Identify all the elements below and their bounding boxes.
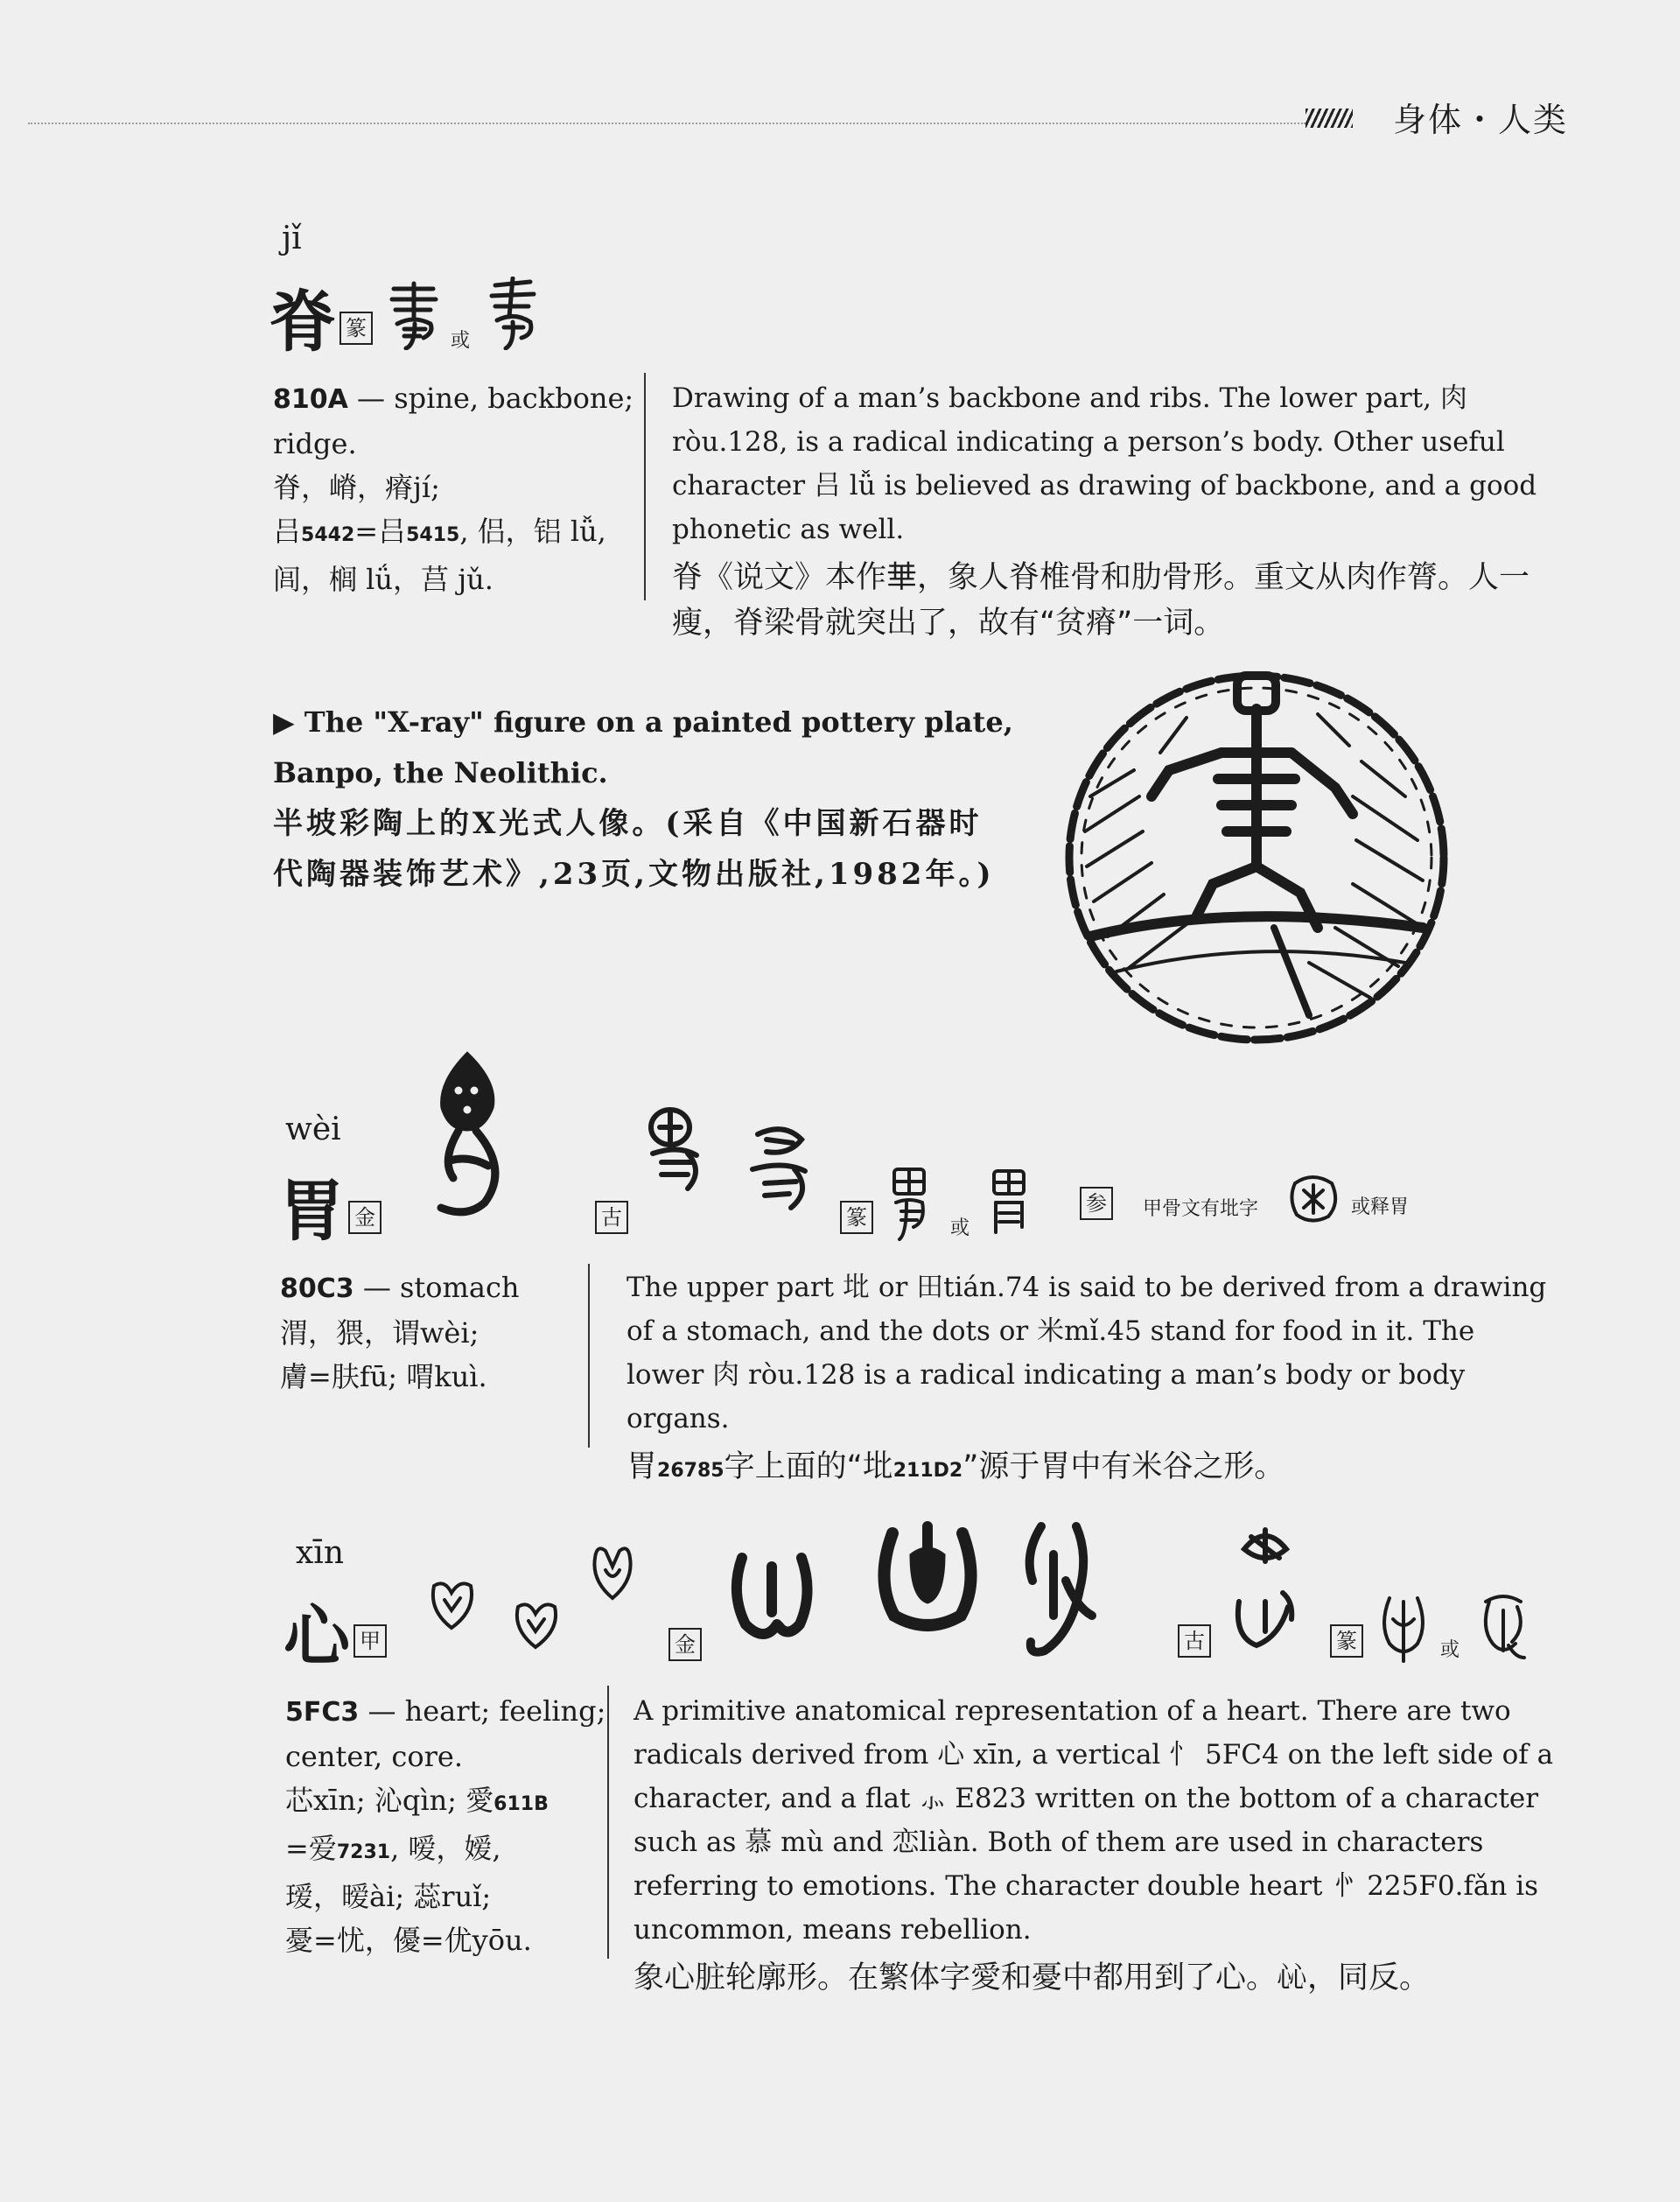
wei-seal-tag: 篆 xyxy=(840,1201,873,1234)
xin-ancient-tag: 古 xyxy=(1178,1624,1211,1658)
ji-description xyxy=(672,376,1556,646)
xin-divider xyxy=(607,1686,609,1959)
xin-bronze-glyph-3 xyxy=(1015,1519,1102,1659)
wei-ancient-tag: 古 xyxy=(595,1201,628,1234)
xin-oracle-glyph-3 xyxy=(588,1540,637,1602)
wei-reference-tag: 参 xyxy=(1080,1187,1113,1220)
caption-zh-line1: 半坡彩陶上的X光式人像。(采自《中国新石器时 xyxy=(273,806,983,841)
wei-oracle-note: 甲骨文有㘩字 xyxy=(1143,1198,1259,1220)
wei-bronze-glyph xyxy=(424,1047,511,1222)
xin-definition xyxy=(285,1689,609,1962)
xin-or-label: 或 xyxy=(1440,1639,1460,1661)
ji-seal-glyph-2 xyxy=(483,277,544,350)
xin-oracle-glyph-2 xyxy=(509,1598,564,1652)
wei-related-line2: 膚=肤fū; 喟kuì. xyxy=(280,1360,487,1393)
xin-related-line1: 芯xīn; 沁qìn; 愛611B xyxy=(285,1784,549,1817)
xin-seal-glyph-2 xyxy=(1477,1589,1530,1663)
xin-description-zh: 象心脏轮廓形。在繁体字愛和憂中都用到了心。𢗰，同反。 xyxy=(634,1960,1431,1995)
wei-ancient-glyph-1 xyxy=(635,1101,723,1197)
xin-related-line2: =爱7231, 嗳，嫒, xyxy=(285,1832,501,1865)
wei-pinyin: wèi xyxy=(285,1112,341,1147)
section-title: 身体・人类 xyxy=(1393,101,1569,139)
ji-pinyin: jǐ xyxy=(282,221,302,256)
ji-divider xyxy=(644,373,646,600)
wei-description-zh: 胃26785字上面的“㘩211D2”源于胃中有米谷之形。 xyxy=(626,1449,1285,1484)
caption-triangle-icon: ▶ xyxy=(273,705,304,739)
xin-related-line3: 瑷，暧ài; 蕊ruǐ; xyxy=(285,1880,492,1913)
xin-oracle-glyph-1 xyxy=(425,1575,480,1633)
wei-oracle-glyph xyxy=(1286,1171,1340,1225)
pottery-caption xyxy=(273,697,1043,900)
ji-character: 脊 xyxy=(270,283,336,361)
xray-pottery-plate-image xyxy=(1055,665,1458,1050)
caption-en-line1: ▶ The "X-ray" figure on a painted pottery plate, xyxy=(273,705,1013,739)
ji-meaning: — spine, backbone; ridge. xyxy=(273,382,634,460)
wei-seal-glyph-1 xyxy=(887,1164,931,1243)
wei-unicode-code: 80C3 xyxy=(280,1273,354,1304)
ji-related-line3: 闾，榈 lǘ，莒 jǔ. xyxy=(273,563,494,596)
xin-unicode-code: 5FC3 xyxy=(285,1697,360,1728)
caption-en-line2: Banpo, the Neolithic. xyxy=(273,756,608,789)
wei-description-en: The upper part 㘩 or 田tián.74 is said to be derived from a drawing of a stomach, and the dots or 米mǐ.45 stand for food in it. The lower 肉 ròu.128 is a radical indicating a man’s body or body organs. xyxy=(626,1272,1547,1434)
wei-bronze-tag: 金 xyxy=(348,1201,382,1234)
xin-character: 心 xyxy=(284,1597,350,1675)
xin-seal-glyph-1 xyxy=(1377,1589,1430,1663)
xin-bronze-glyph-2 xyxy=(875,1519,980,1635)
ji-or-label: 或 xyxy=(451,330,471,352)
wei-divider xyxy=(588,1264,590,1448)
ji-seal-tag: 篆 xyxy=(340,312,373,345)
xin-pinyin: xīn xyxy=(296,1535,345,1571)
wei-seal-glyph-2 xyxy=(987,1166,1031,1236)
xin-seal-tag: 篆 xyxy=(1330,1624,1363,1658)
xin-bronze-glyph-1 xyxy=(730,1540,814,1645)
wei-oracle-note-or: 或释胃 xyxy=(1351,1196,1410,1218)
ji-seal-glyph-1 xyxy=(385,280,446,350)
xin-bronze-tag: 金 xyxy=(668,1628,702,1661)
wei-ancient-glyph-2 xyxy=(740,1117,819,1213)
ji-related-line1: 脊，嵴，瘠jí; xyxy=(273,471,440,504)
header-rule xyxy=(28,123,1306,124)
xin-oracle-tag: 甲 xyxy=(354,1624,387,1658)
wei-definition xyxy=(280,1266,586,1399)
ji-description-en: Drawing of a man’s backbone and ribs. The lower part, 肉 ròu.128, is a radical indicating a person’s body. Other useful character 吕 lǚ is believed as drawing of backbone, and a good phonetic as well. xyxy=(672,382,1537,545)
xin-ancient-glyph xyxy=(1230,1523,1300,1663)
ji-related-line2: 吕5442=吕5415, 侣，铝 lǚ, xyxy=(273,515,606,548)
xin-related-line4: 憂=忧，優=优yōu. xyxy=(285,1924,532,1957)
ji-unicode-code: 810A xyxy=(273,384,348,415)
wei-or-label: 或 xyxy=(950,1217,970,1239)
ji-definition xyxy=(273,376,640,601)
header-hatch-ornament xyxy=(1306,109,1353,128)
xin-description-en: A primitive anatomical representation of a heart. There are two radicals derived from 心 xīn, a vertical 忄 5FC4 on the left side of a character, and a flat ⺗ E823 written on the bottom of a character such as 慕 mù and 恋liàn. Both of them are used in characters referring to emotions. The character double heart 㣺 225F0.fǎn is uncommon, means rebellion. xyxy=(634,1695,1554,1946)
xin-description xyxy=(634,1689,1564,2001)
wei-description xyxy=(626,1266,1558,1494)
caption-zh-line2: 代陶器装饰艺术》,23页,文物出版社,1982年。) xyxy=(273,857,995,892)
wei-related-line1: 渭，猥，谓wèi; xyxy=(280,1316,480,1350)
wei-character: 胃 xyxy=(278,1172,345,1250)
xin-meaning: — heart; feeling; center, core. xyxy=(285,1694,606,1773)
wei-meaning: — stomach xyxy=(354,1271,520,1304)
ji-description-zh: 脊《说文》本作𠦒，象人脊椎骨和肋骨形。重文从肉作膂。人一瘦，脊梁骨就突出了，故有“贫瘠”一词。 xyxy=(672,560,1530,641)
